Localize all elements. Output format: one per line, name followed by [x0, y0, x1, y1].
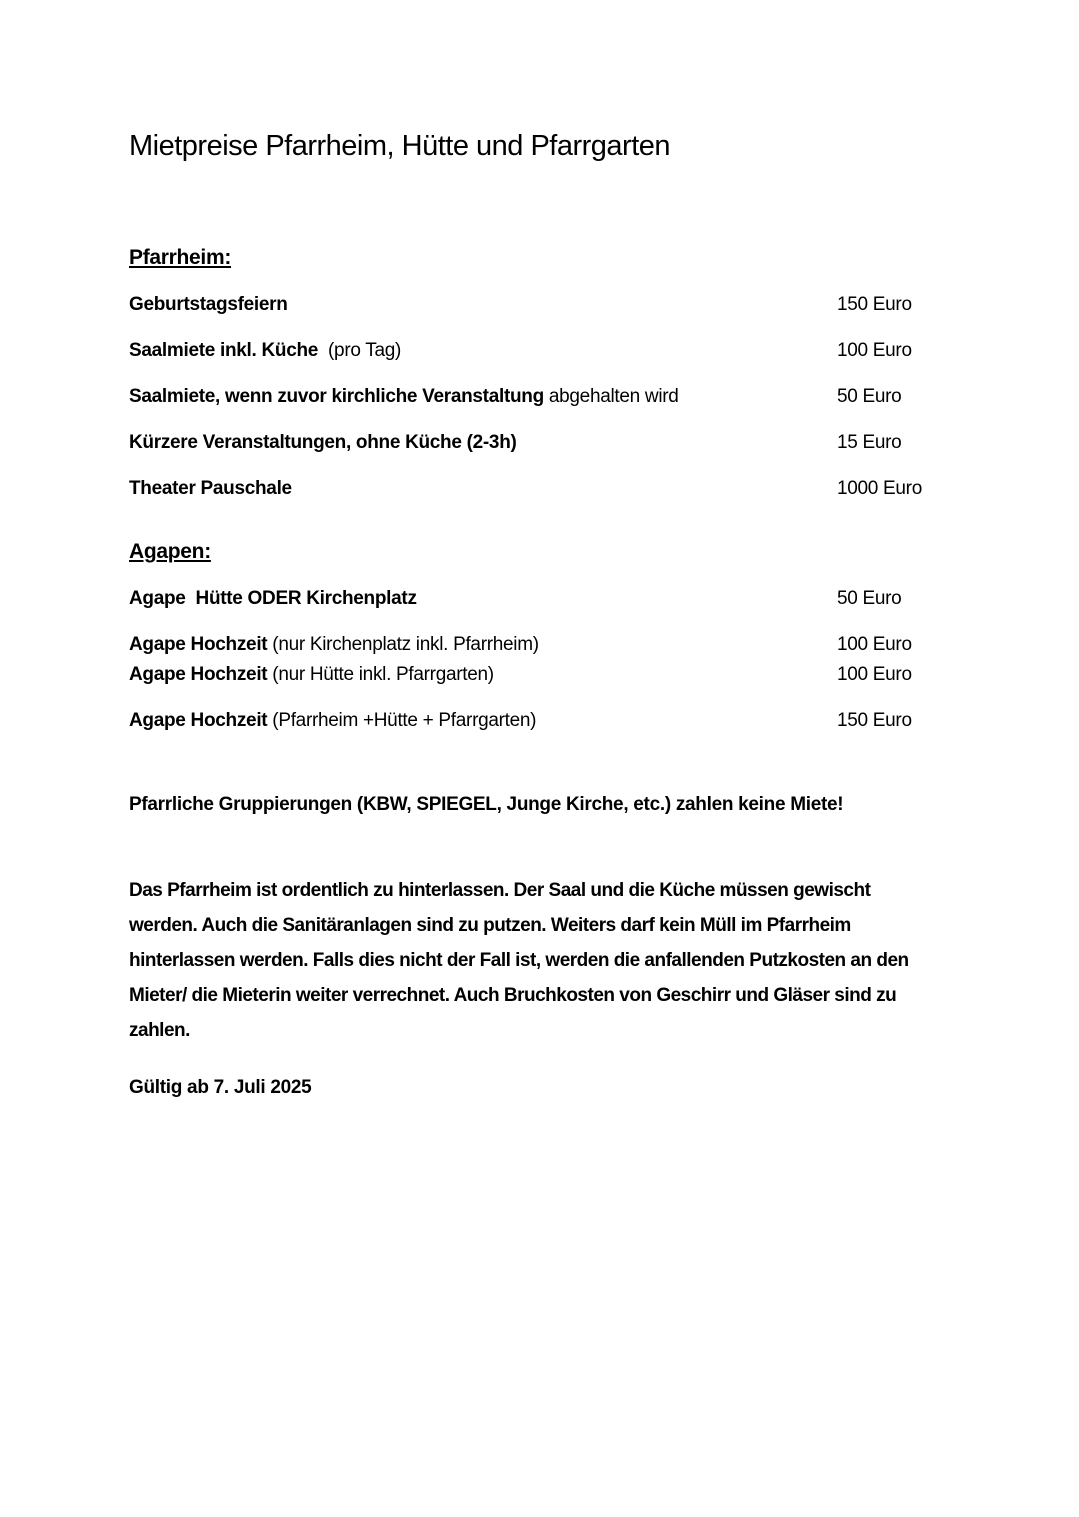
valid-from-date: Gültig ab 7. Juli 2025	[129, 1077, 312, 1098]
price-row-label-bold: Saalmiete inkl. Küche	[129, 340, 319, 361]
page-title: Mietpreise Pfarrheim, Hütte und Pfarrgarten	[129, 130, 671, 162]
note-free-groups: Pfarrliche Gruppierungen (KBW, SPIEGEL, Junge Kirche, etc.) zahlen keine Miete!	[129, 794, 844, 815]
section-heading: Pfarrheim:	[129, 246, 232, 269]
price-row	[129, 339, 939, 363]
price-row-label	[129, 587, 837, 611]
price-section	[129, 245, 939, 501]
price-row-label-bold: Geburtstagsfeiern	[129, 294, 288, 315]
price-row	[129, 633, 939, 657]
price-row-label	[129, 431, 837, 455]
price-row-label-regular: (nur Kirchenplatz inkl. Pfarrheim)	[267, 634, 539, 655]
price-row-label	[129, 663, 837, 687]
price-row-label-bold: Kürzere Veranstaltungen, ohne Küche (2-3h)	[129, 432, 517, 453]
price-row-label	[129, 477, 837, 501]
price-row-label	[129, 709, 837, 733]
price-row-price: 150 Euro	[837, 710, 912, 731]
price-row	[129, 293, 939, 317]
price-row	[129, 663, 939, 687]
price-row-label-bold: Saalmiete, wenn zuvor kirchliche Veranstaltung	[129, 386, 544, 407]
price-row-price: 50 Euro	[837, 386, 902, 407]
price-section	[129, 539, 939, 733]
price-row-label	[129, 385, 837, 409]
price-row-label-regular: (nur Hütte inkl. Pfarrgarten)	[267, 664, 494, 685]
price-row-price: 100 Euro	[837, 340, 912, 361]
price-row-price: 15 Euro	[837, 432, 902, 453]
price-row-label-regular: abgehalten wird	[543, 386, 679, 407]
price-row-label-bold: Agape Hütte ODER Kirchenplatz	[129, 588, 417, 609]
price-row	[129, 587, 939, 611]
price-row-price: 50 Euro	[837, 588, 902, 609]
price-row-price: 150 Euro	[837, 294, 912, 315]
price-row-price: 1000 Euro	[837, 478, 922, 499]
price-sections	[129, 245, 939, 733]
price-row-label-bold: Agape Hochzeit	[129, 634, 268, 655]
note-cleaning-rules: Das Pfarrheim ist ordentlich zu hinterlassen. Der Saal und die Küche müssen gewischt werden. Auch die Sanitäranlagen sind zu putzen. Weiters darf kein Müll im Pfarrheim hinterlassen werden. Falls dies nicht der Fall ist, werden die anfallenden Putzkosten an den Mieter/ die Mieterin weiter verrechnet. Auch Bruchkosten von Geschirr und Gläser sind zu zahlen.	[129, 880, 909, 1041]
price-row-label-bold: Agape Hochzeit	[129, 664, 268, 685]
price-row	[129, 431, 939, 455]
price-row	[129, 477, 939, 501]
price-row-label	[129, 339, 837, 363]
price-row-label	[129, 633, 837, 657]
price-row-label-regular: (Pfarrheim +Hütte + Pfarrgarten)	[267, 710, 537, 731]
price-row-price: 100 Euro	[837, 634, 912, 655]
price-row	[129, 709, 939, 733]
price-row	[129, 385, 939, 409]
price-row-label-bold: Agape Hochzeit	[129, 710, 268, 731]
price-row-label-bold: Theater Pauschale	[129, 478, 292, 499]
section-heading: Agapen:	[129, 540, 211, 563]
price-row-label-regular: (pro Tag)	[318, 340, 402, 361]
price-row-price: 100 Euro	[837, 664, 912, 685]
price-row-label	[129, 293, 837, 317]
